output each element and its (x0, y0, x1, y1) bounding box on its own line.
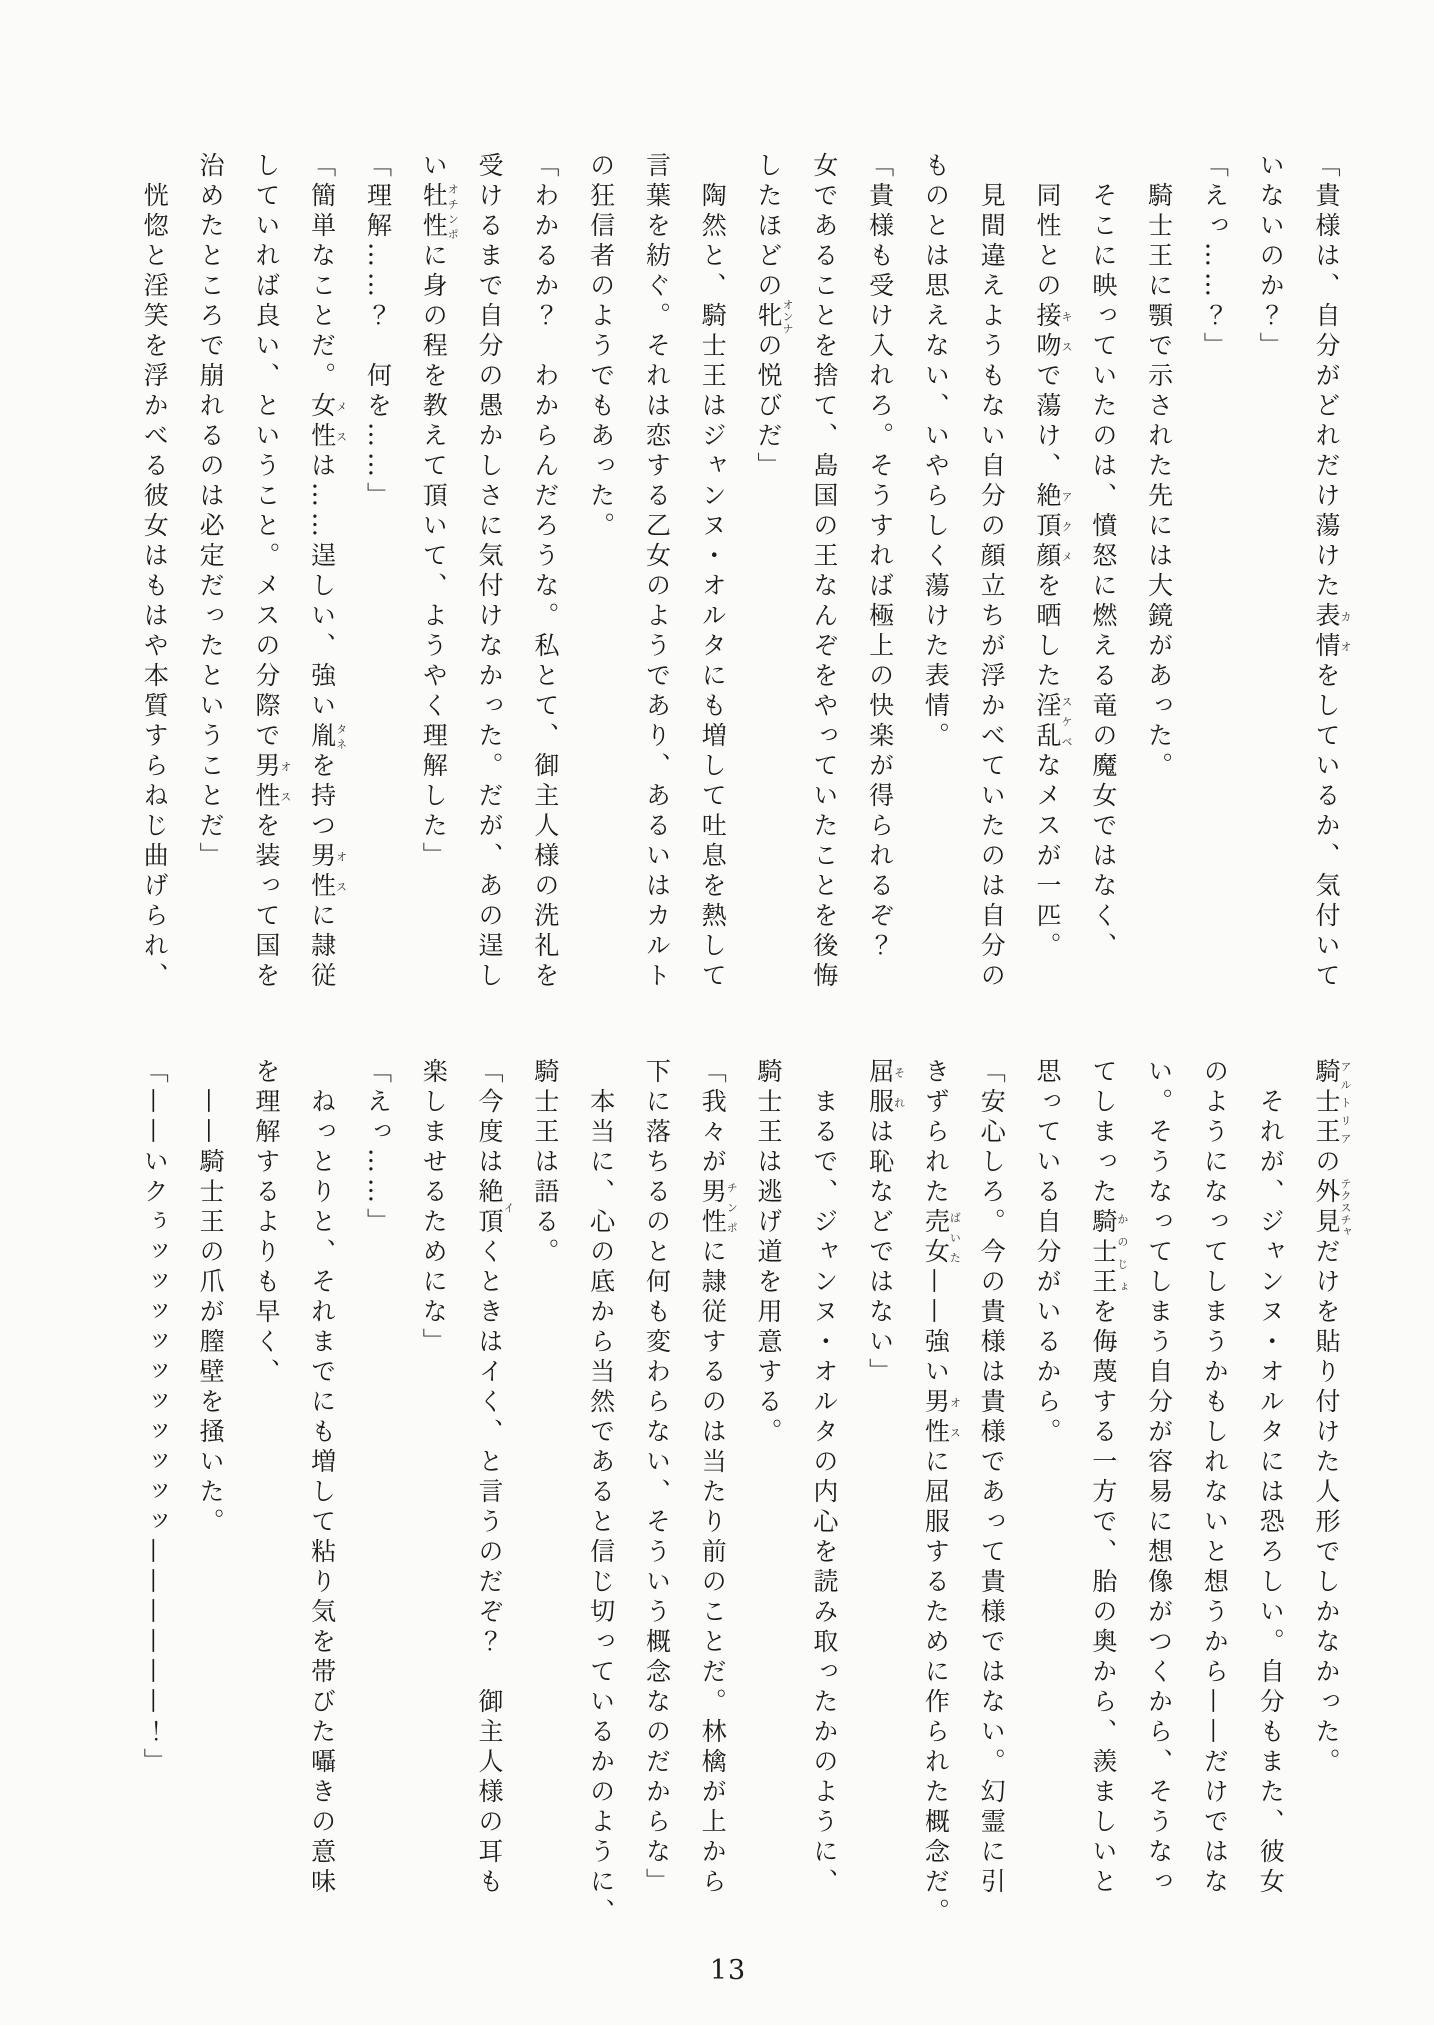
text-line: 女であることを捨て、島国の王なんぞをやっていたことを後悔 (809, 152, 839, 992)
furigana-term: 牝オンナ (754, 299, 795, 335)
text-line: 言葉を紡ぐ。それは恋する乙女のようであり、あるいはカルト (642, 152, 672, 992)
text-line: きずられた売女ばいた——強い男性オスに屈服するために作られた概念だ。 (921, 1058, 962, 1928)
furigana-term: 絶頂顔アクメ (1033, 482, 1074, 572)
text-line: 屈服それは恥などではない」 (865, 1058, 906, 1388)
furigana-term: 絶頂イ (475, 1178, 516, 1238)
text-line: 「我々が男性チンポに隷従するのは当たり前のことだ。林檎が上から (698, 1058, 739, 1898)
text-line: い牡性オチンポに身の程を教えて頂いて、ようやく理解した」 (419, 152, 460, 872)
text-line: 同性との接吻キスで蕩け、絶頂顔アクメを晒した淫乱スケベなメスが一匹。 (1033, 152, 1074, 962)
furigana-term: 淫乱スケベ (1033, 692, 1074, 752)
text-line: を理解するよりも早く、 (251, 1058, 281, 1388)
furigana-term: 外見テクスチャ (1312, 1178, 1352, 1238)
text-line: の狂信者のようでもあった。 (586, 152, 616, 542)
furigana-term: 牡性オチンポ (419, 182, 460, 242)
text-line: 恍惚と淫笑を浮かべる彼女はもはや本質すらねじ曲げられ、 (140, 152, 170, 992)
text-line: 「えっ……」 (363, 1058, 393, 1238)
text-line: 「今度は絶頂イくときはイく、と言うのだぞ？ 御主人様の耳も (475, 1058, 516, 1898)
furigana-term: 騎士王アルトリア (1312, 1058, 1352, 1148)
text-line: 「わかるか？ わからんだろうな。私とて、御主人様の洗礼を (530, 152, 560, 992)
text-line: 本当に、心の底から当然であると信じ切っているかのように、 (586, 1058, 616, 1928)
furigana-term: 女性メス (307, 392, 348, 452)
text-line: い。そうなってしまう自分が容易に想像がつくから、そうなっ (1144, 1058, 1174, 1898)
furigana-term: 表情カオ (1312, 602, 1352, 662)
text-line: てしまった騎士王かのじょを侮蔑する一方で、胎の奥から、羨ましいと (1088, 1058, 1129, 1898)
furigana-term: 男性オス (307, 842, 348, 902)
text-line: 見間違えようもない自分の顔立ちが浮かべていたのは自分の (977, 152, 1007, 992)
furigana-term: 屈服それ (865, 1058, 906, 1118)
text-line: 下に落ちるのと何も変わらない、そういう概念なのだからな」 (642, 1058, 672, 1898)
text-line: 「安心しろ。今の貴様は貴様であって貴様ではない。幻霊に引 (977, 1058, 1007, 1898)
text-line: 騎士王アルトリアの外見テクスチャだけを貼り付けた人形でしかなかった。 (1312, 1058, 1352, 1778)
furigana-term: 男性オス (251, 752, 292, 812)
text-line: 「貴様も受け入れろ。そうすれば極上の快楽が得られるぞ？ (865, 152, 895, 962)
furigana-term: 接吻キス (1033, 302, 1074, 362)
text-line: 騎士王は逃げ道を用意する。 (754, 1058, 784, 1448)
text-band-top (126, 152, 1354, 1000)
text-line: 思っている自分がいるから。 (1033, 1058, 1063, 1448)
text-line: 騎士王に顎で示された先には大鏡があった。 (1144, 152, 1174, 782)
text-line: したほどの牝オンナの悦びだ」 (754, 152, 795, 482)
text-line: そこに映っていたのは、憤怒に燃える竜の魔女ではなく、 (1088, 152, 1118, 962)
furigana-term: 騎士王かのじょ (1088, 1208, 1129, 1298)
text-line: ——騎士王の爪が膣壁を掻いた。 (196, 1058, 226, 1538)
text-line: 「——いクぅッッッッッッッッッッ——————！」 (140, 1058, 170, 1778)
text-band-bottom (126, 1058, 1354, 1928)
text-line: ものとは思えない、いやらしく蕩けた表情。 (921, 152, 951, 752)
text-line: いないのか？」 (1256, 152, 1286, 362)
text-line: 楽しませるためにな」 (419, 1058, 449, 1358)
furigana-term: 男性オス (921, 1388, 962, 1448)
text-line: のようになってしまうかもしれないと想うから——だけではな (1200, 1058, 1230, 1898)
furigana-term: 胤タネ (307, 722, 348, 752)
page-number: 13 (709, 1955, 747, 1986)
text-line: 「えっ……？」 (1200, 152, 1230, 362)
text-line: 治めたところで崩れるのは必定だったということだ」 (196, 152, 226, 872)
text-line: まるで、ジャンヌ・オルタの内心を読み取ったかのように、 (809, 1058, 839, 1898)
furigana-term: 男性チンポ (698, 1178, 739, 1238)
text-line: 騎士王は語る。 (530, 1058, 560, 1268)
text-line: ねっとりと、それまでにも増して粘り気を帯びた囁きの意味 (307, 1058, 337, 1898)
text-line: 受けるまで自分の愚かしさに気付けなかった。だが、あの逞し (475, 152, 505, 992)
furigana-term: 売女ばいた (921, 1208, 962, 1268)
text-line: 「簡単なことだ。女性メスは……逞しい、強い胤タネを持つ男性オスに隷従 (307, 152, 348, 992)
text-line: 「理解……？ 何を……」 (363, 152, 393, 512)
text-line: 「貴様は、自分がどれだけ蕩けた表情カオをしているか、気付いて (1312, 152, 1352, 992)
text-line: していれば良い、ということ。メスの分際で男性オスを装って国を (251, 152, 292, 992)
text-line: 陶然と、騎士王はジャンヌ・オルタにも増して吐息を熱して (698, 152, 728, 992)
text-line: それが、ジャンヌ・オルタには恐ろしい。自分もまた、彼女 (1256, 1058, 1286, 1898)
